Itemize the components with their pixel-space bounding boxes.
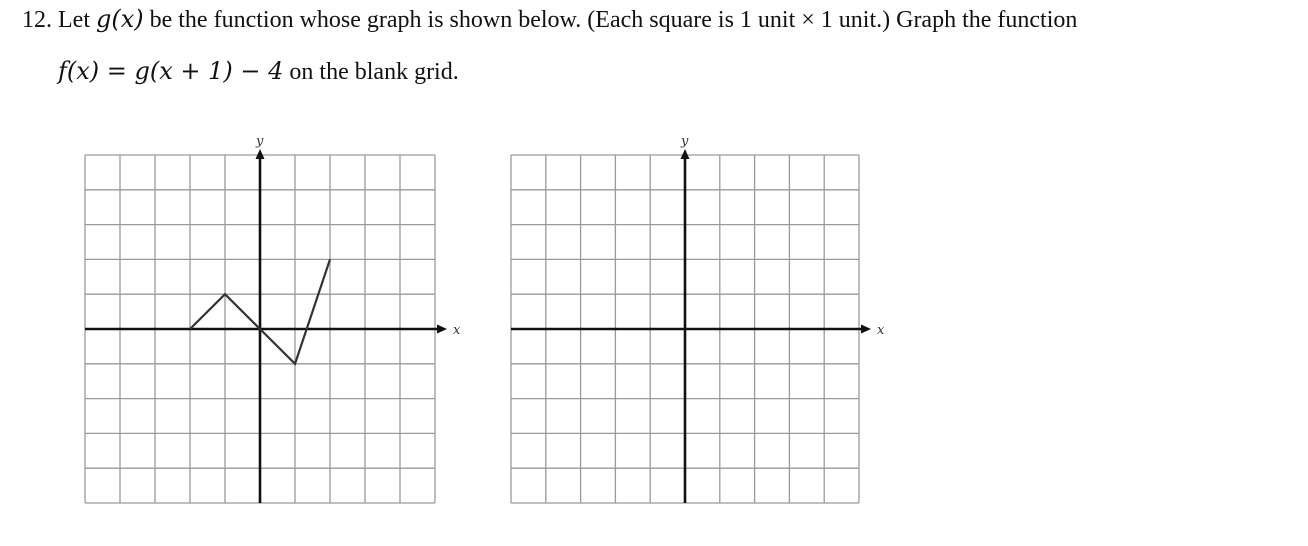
left-graph-g bbox=[85, 134, 461, 503]
left-y-axis-label: y bbox=[256, 134, 264, 149]
left-y-axis-arrow-icon bbox=[256, 149, 265, 159]
right-axes bbox=[511, 149, 871, 503]
problem-statement: be the function whose graph is shown below. (Each square is 1 unit × 1 unit.) Graph the function bbox=[149, 7, 1078, 33]
left-x-axis-label: x bbox=[453, 323, 461, 338]
problem-formula-tail: on the blank grid. bbox=[289, 59, 459, 85]
right-x-axis-label: x bbox=[877, 323, 885, 338]
problem-number: 12. bbox=[22, 7, 52, 33]
right-graph-blank-grid[interactable] bbox=[511, 134, 885, 503]
right-x-axis-arrow-icon bbox=[861, 325, 871, 334]
right-y-axis-label: y bbox=[681, 134, 689, 149]
problem-formula: f(x) = g(x + 1) − 4 bbox=[58, 57, 284, 85]
right-y-axis-arrow-icon bbox=[681, 149, 690, 159]
g-of-x: g(x) bbox=[95, 5, 144, 33]
left-x-axis-arrow-icon bbox=[437, 325, 447, 334]
left-axes bbox=[85, 149, 447, 503]
problem-intro: Let bbox=[58, 7, 90, 33]
